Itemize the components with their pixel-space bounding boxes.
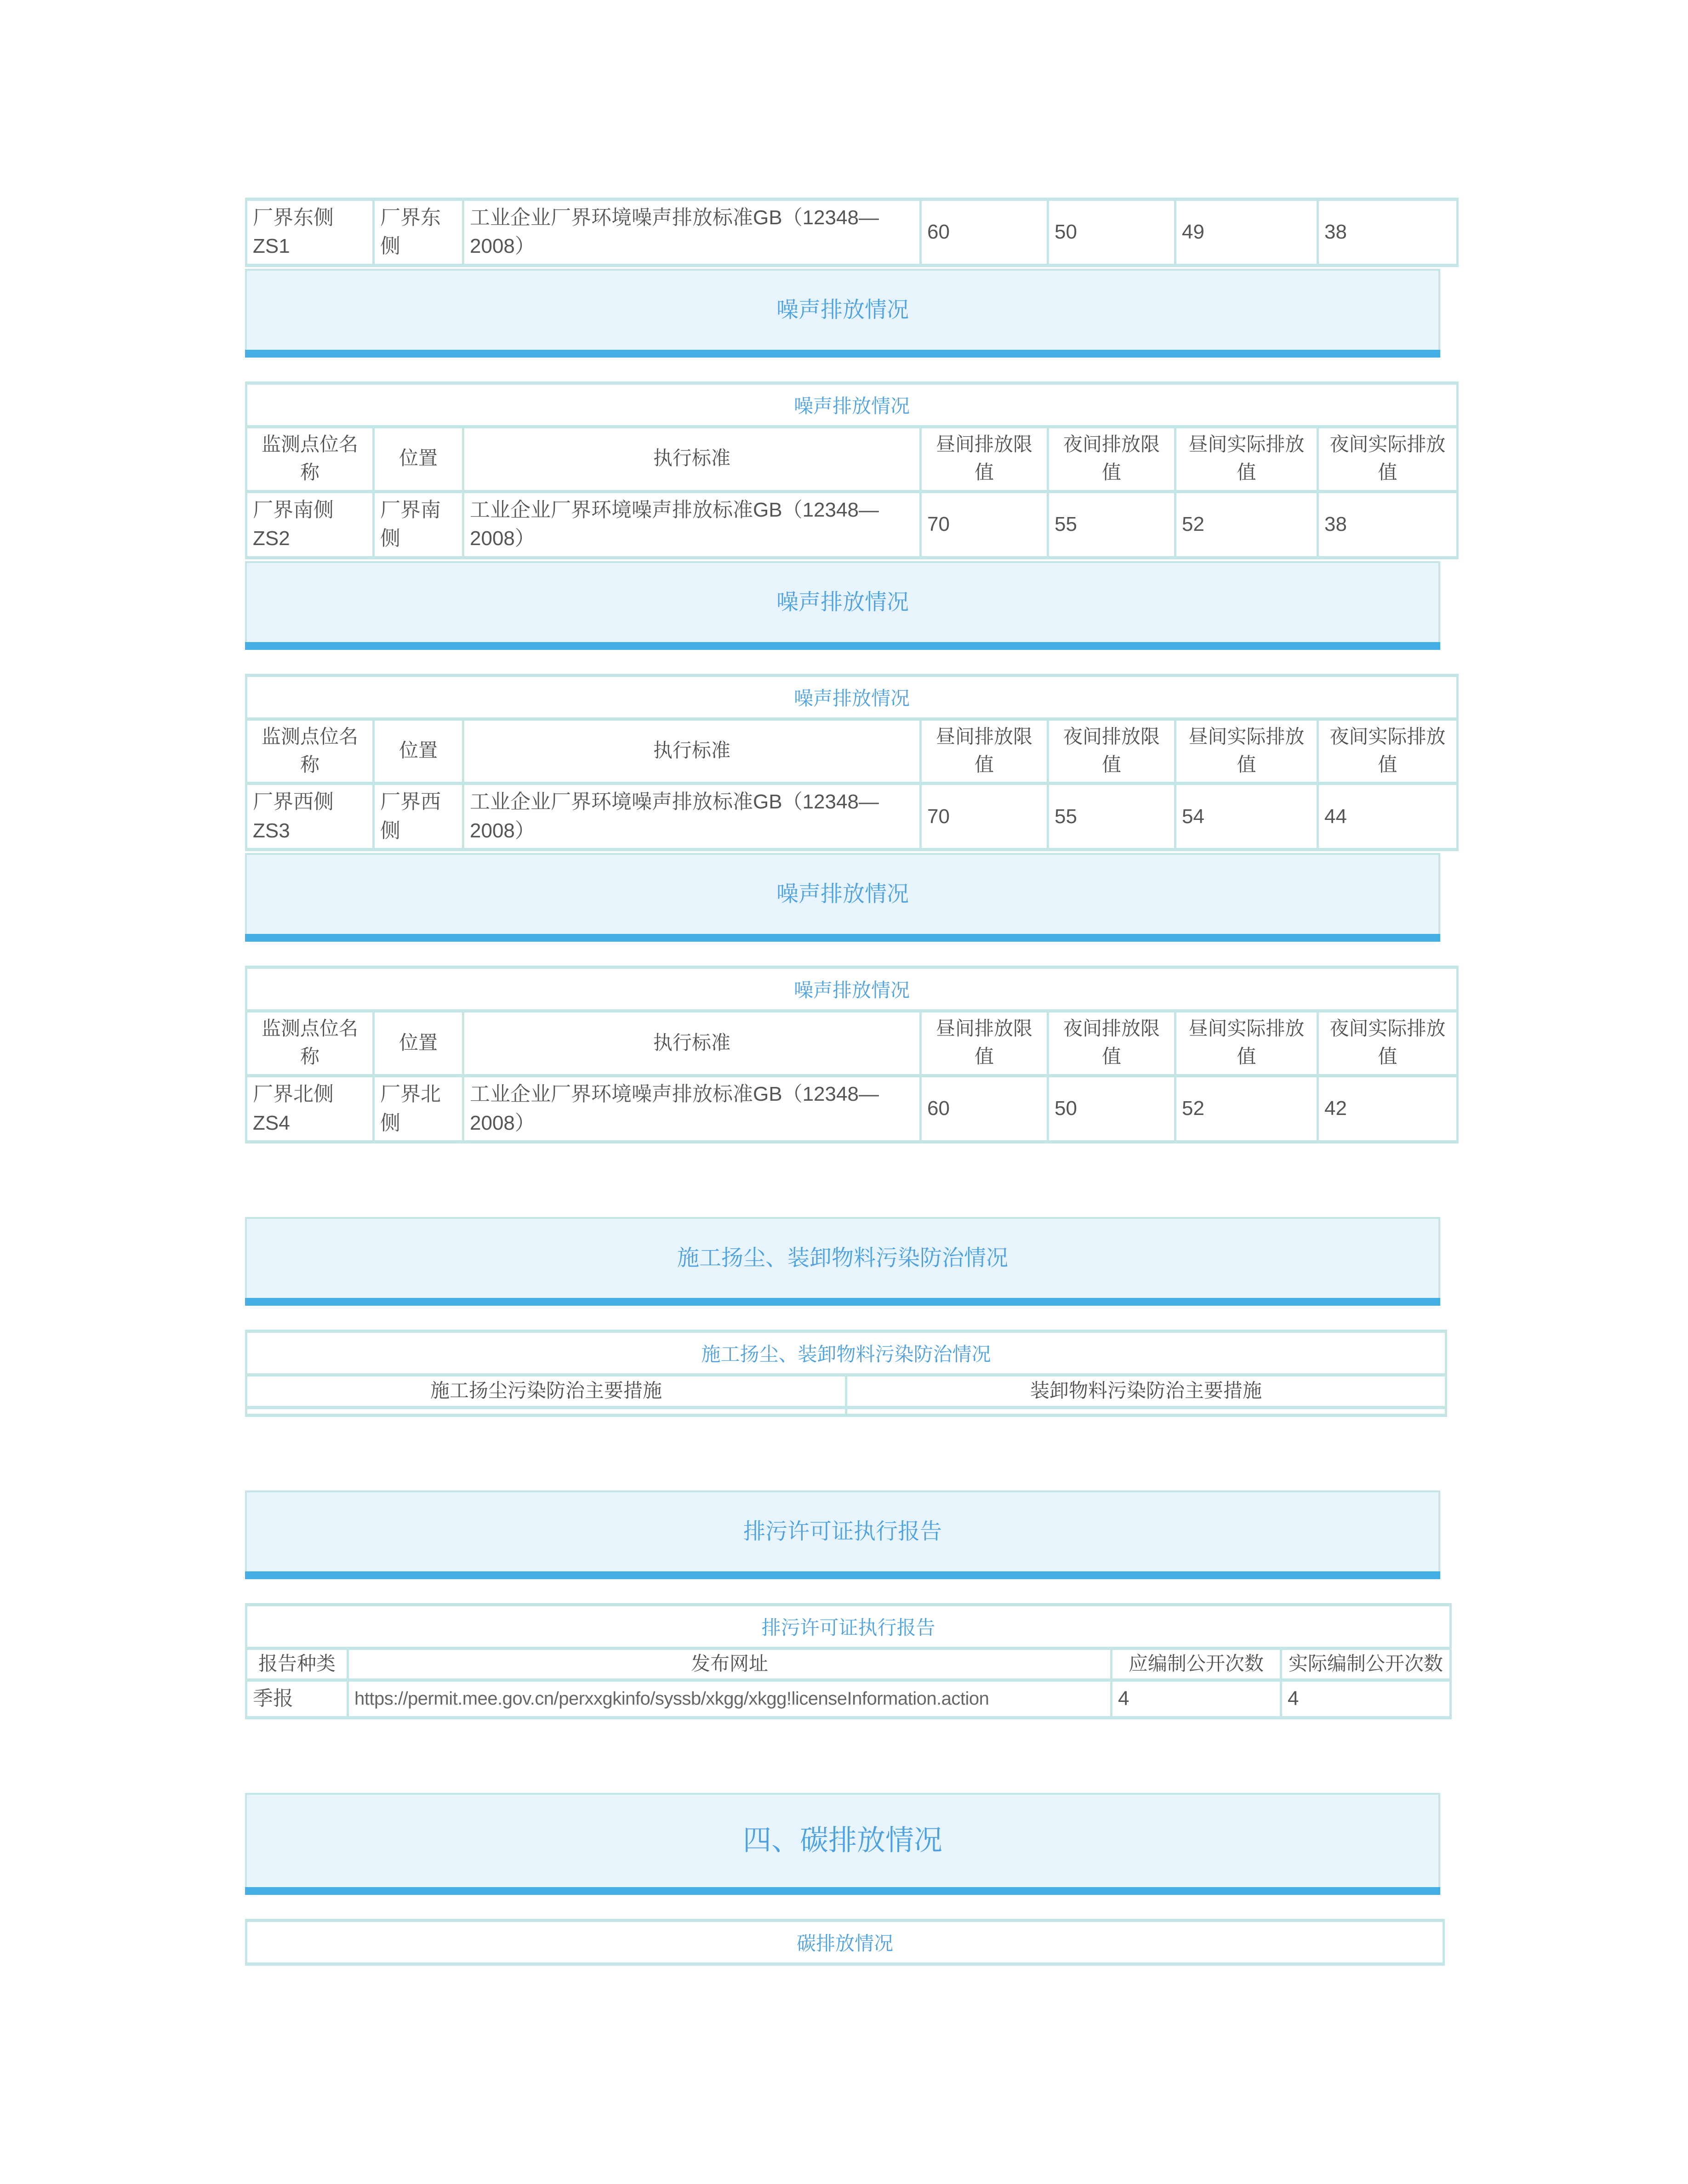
table-header-row xyxy=(247,721,1456,782)
header-day-limit: 昼间排放限值 xyxy=(922,721,1047,782)
day-limit-cell: 70 xyxy=(922,493,1047,556)
banner-box xyxy=(245,269,1440,350)
location-cell: 厂界西侧 xyxy=(375,785,462,848)
section-banner-noise xyxy=(245,853,1440,942)
table-title: 噪声排放情况 xyxy=(247,969,1456,1009)
noise-table-west xyxy=(245,674,1459,852)
table-row xyxy=(247,785,1456,848)
day-limit-cell: 60 xyxy=(922,1077,1047,1140)
table-row xyxy=(247,1682,1449,1716)
monitor-point-cell: 厂界北侧ZS4 xyxy=(247,1077,372,1140)
header-standard: 执行标准 xyxy=(464,428,919,490)
header-night-actual: 夜间实际排放值 xyxy=(1319,1012,1456,1074)
header-actual-count: 实际编制公开次数 xyxy=(1282,1650,1449,1678)
table-title-row xyxy=(247,1333,1445,1373)
table-row xyxy=(247,1077,1456,1140)
header-publish-url: 发布网址 xyxy=(349,1650,1110,1678)
location-cell: 厂界南侧 xyxy=(375,493,462,556)
table-title: 噪声排放情况 xyxy=(247,677,1456,717)
header-dust-measures: 施工扬尘污染防治主要措施 xyxy=(247,1376,845,1406)
section-title: 排污许可证执行报告 xyxy=(743,1519,942,1544)
table-title: 施工扬尘、装卸物料污染防治情况 xyxy=(247,1333,1445,1373)
monitor-point-cell: 厂界南侧ZS2 xyxy=(247,493,372,556)
night-actual-cell: 38 xyxy=(1319,493,1456,556)
banner-accent-bar xyxy=(245,1571,1440,1579)
section-banner-permit xyxy=(245,1490,1440,1579)
header-location: 位置 xyxy=(375,1012,462,1074)
banner-accent-bar xyxy=(245,1298,1440,1306)
section-title: 噪声排放情况 xyxy=(776,590,909,614)
banner-accent-bar xyxy=(245,642,1440,650)
table-header-row xyxy=(247,1012,1456,1074)
noise-table-north xyxy=(245,966,1459,1143)
header-day-actual: 昼间实际排放值 xyxy=(1176,428,1317,490)
banner-box xyxy=(245,561,1440,642)
dust-table xyxy=(245,1330,1447,1417)
dust-measures-cell xyxy=(247,1409,845,1414)
table-title-row xyxy=(247,677,1456,717)
day-actual-cell: 52 xyxy=(1176,1077,1317,1140)
header-day-actual: 昼间实际排放值 xyxy=(1176,1012,1317,1074)
standard-cell: 工业企业厂界环境噪声排放标准GB（12348—2008） xyxy=(464,1077,919,1140)
banner-accent-bar xyxy=(245,350,1440,358)
monitor-point-cell: 厂界东侧ZS1 xyxy=(247,201,372,264)
banner-box xyxy=(245,1490,1440,1571)
header-required-count: 应编制公开次数 xyxy=(1112,1650,1280,1678)
day-limit-cell: 70 xyxy=(922,785,1047,848)
table-header-row xyxy=(247,428,1456,490)
section-title: 四、碳排放情况 xyxy=(742,1825,942,1856)
header-report-type: 报告种类 xyxy=(247,1650,347,1678)
header-standard: 执行标准 xyxy=(464,1012,919,1074)
location-cell: 厂界东侧 xyxy=(375,201,462,264)
header-night-actual: 夜间实际排放值 xyxy=(1319,721,1456,782)
header-day-limit: 昼间排放限值 xyxy=(922,1012,1047,1074)
banner-box xyxy=(245,853,1440,934)
day-actual-cell: 52 xyxy=(1176,493,1317,556)
table-title-row xyxy=(247,1922,1443,1962)
header-monitor-point: 监测点位名称 xyxy=(247,1012,372,1074)
section-title: 噪声排放情况 xyxy=(776,882,909,907)
table-header-row xyxy=(247,1376,1445,1406)
night-limit-cell: 55 xyxy=(1049,493,1174,556)
header-night-limit: 夜间排放限值 xyxy=(1049,428,1174,490)
table-row xyxy=(247,201,1456,264)
section-banner-noise xyxy=(245,269,1440,358)
monitor-point-cell: 厂界西侧ZS3 xyxy=(247,785,372,848)
table-title: 碳排放情况 xyxy=(247,1922,1443,1962)
table-title-row xyxy=(247,969,1456,1009)
report-content xyxy=(245,0,1446,1966)
table-row xyxy=(247,493,1456,556)
report-type-cell: 季报 xyxy=(247,1682,347,1716)
banner-box xyxy=(245,1217,1440,1298)
permit-table xyxy=(245,1603,1452,1719)
required-count-cell: 4 xyxy=(1112,1682,1280,1716)
location-cell: 厂界北侧 xyxy=(375,1077,462,1140)
header-location: 位置 xyxy=(375,428,462,490)
table-title-row xyxy=(247,385,1456,425)
table-header-row xyxy=(247,1650,1449,1678)
material-measures-cell xyxy=(847,1409,1445,1414)
header-day-limit: 昼间排放限值 xyxy=(922,428,1047,490)
night-limit-cell: 55 xyxy=(1049,785,1174,848)
table-title: 排污许可证执行报告 xyxy=(247,1606,1449,1647)
section-banner-carbon xyxy=(245,1793,1440,1895)
standard-cell: 工业企业厂界环境噪声排放标准GB（12348—2008） xyxy=(464,493,919,556)
standard-cell: 工业企业厂界环境噪声排放标准GB（12348—2008） xyxy=(464,785,919,848)
header-night-limit: 夜间排放限值 xyxy=(1049,721,1174,782)
section-banner-dust xyxy=(245,1217,1440,1306)
table-row xyxy=(247,1409,1445,1414)
carbon-table xyxy=(245,1919,1445,1966)
section-banner-noise xyxy=(245,561,1440,650)
night-limit-cell: 50 xyxy=(1049,1077,1174,1140)
header-material-measures: 装卸物料污染防治主要措施 xyxy=(847,1376,1445,1406)
banner-box xyxy=(245,1793,1440,1888)
noise-table-east xyxy=(245,198,1459,267)
header-standard: 执行标准 xyxy=(464,721,919,782)
table-title: 噪声排放情况 xyxy=(247,385,1456,425)
header-day-actual: 昼间实际排放值 xyxy=(1176,721,1317,782)
header-monitor-point: 监测点位名称 xyxy=(247,721,372,782)
night-actual-cell: 44 xyxy=(1319,785,1456,848)
day-actual-cell: 49 xyxy=(1176,201,1317,264)
header-night-actual: 夜间实际排放值 xyxy=(1319,428,1456,490)
header-location: 位置 xyxy=(375,721,462,782)
table-title-row xyxy=(247,1606,1449,1647)
night-limit-cell: 50 xyxy=(1049,201,1174,264)
publish-url-link[interactable]: https://permit.mee.gov.cn/perxxgkinfo/syssb/xkgg/xkgg!licenseInformation.action xyxy=(349,1682,1110,1716)
night-actual-cell: 42 xyxy=(1319,1077,1456,1140)
header-night-limit: 夜间排放限值 xyxy=(1049,1012,1174,1074)
day-limit-cell: 60 xyxy=(922,201,1047,264)
header-monitor-point: 监测点位名称 xyxy=(247,428,372,490)
section-title: 施工扬尘、装卸物料污染防治情况 xyxy=(677,1246,1008,1271)
standard-cell: 工业企业厂界环境噪声排放标准GB（12348—2008） xyxy=(464,201,919,264)
day-actual-cell: 54 xyxy=(1176,785,1317,848)
noise-table-south xyxy=(245,381,1459,559)
section-title: 噪声排放情况 xyxy=(776,297,909,322)
banner-accent-bar xyxy=(245,1887,1440,1895)
night-actual-cell: 38 xyxy=(1319,201,1456,264)
actual-count-cell: 4 xyxy=(1282,1682,1449,1716)
banner-accent-bar xyxy=(245,934,1440,942)
